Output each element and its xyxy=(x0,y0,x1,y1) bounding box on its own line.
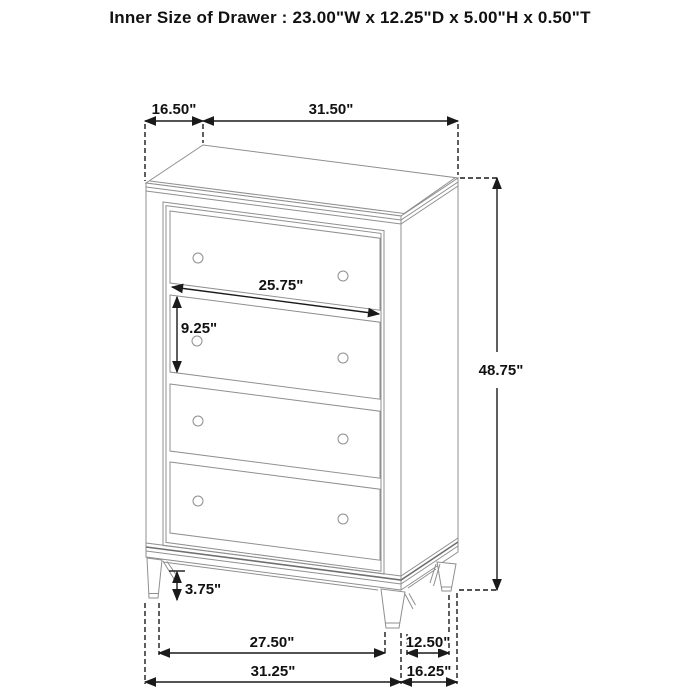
dim-label-base-depth-inner: 12.50" xyxy=(405,634,451,651)
dim-base-width-overall xyxy=(145,663,401,682)
dim-base-width-inner xyxy=(159,634,385,653)
dim-leg-height xyxy=(169,571,221,600)
dim-label-top-depth: 16.50" xyxy=(151,101,197,118)
page-title: Inner Size of Drawer : 23.00"W x 12.25"D x 5.00"H x 0.50"T xyxy=(109,8,591,27)
dim-overall-height xyxy=(459,178,523,590)
side-panel xyxy=(401,178,458,590)
dim-label-base-depth-overall: 16.25" xyxy=(406,663,452,680)
dim-label-top-width: 31.50" xyxy=(308,101,354,118)
dim-label-overall-height: 48.75" xyxy=(478,362,524,379)
front-right-leg xyxy=(381,589,416,628)
dim-label-base-width-overall: 31.25" xyxy=(250,663,296,680)
dim-label-drawer-height: 9.25" xyxy=(180,320,218,337)
dim-label-leg-height: 3.75" xyxy=(184,581,222,598)
dim-base-depth-inner xyxy=(406,634,451,653)
dim-label-drawer-width: 25.75" xyxy=(258,277,304,294)
dim-label-base-width-inner: 27.50" xyxy=(249,634,295,651)
dim-base-depth-overall xyxy=(401,663,457,682)
front-left-leg xyxy=(147,558,177,598)
chest-drawing xyxy=(146,145,458,628)
